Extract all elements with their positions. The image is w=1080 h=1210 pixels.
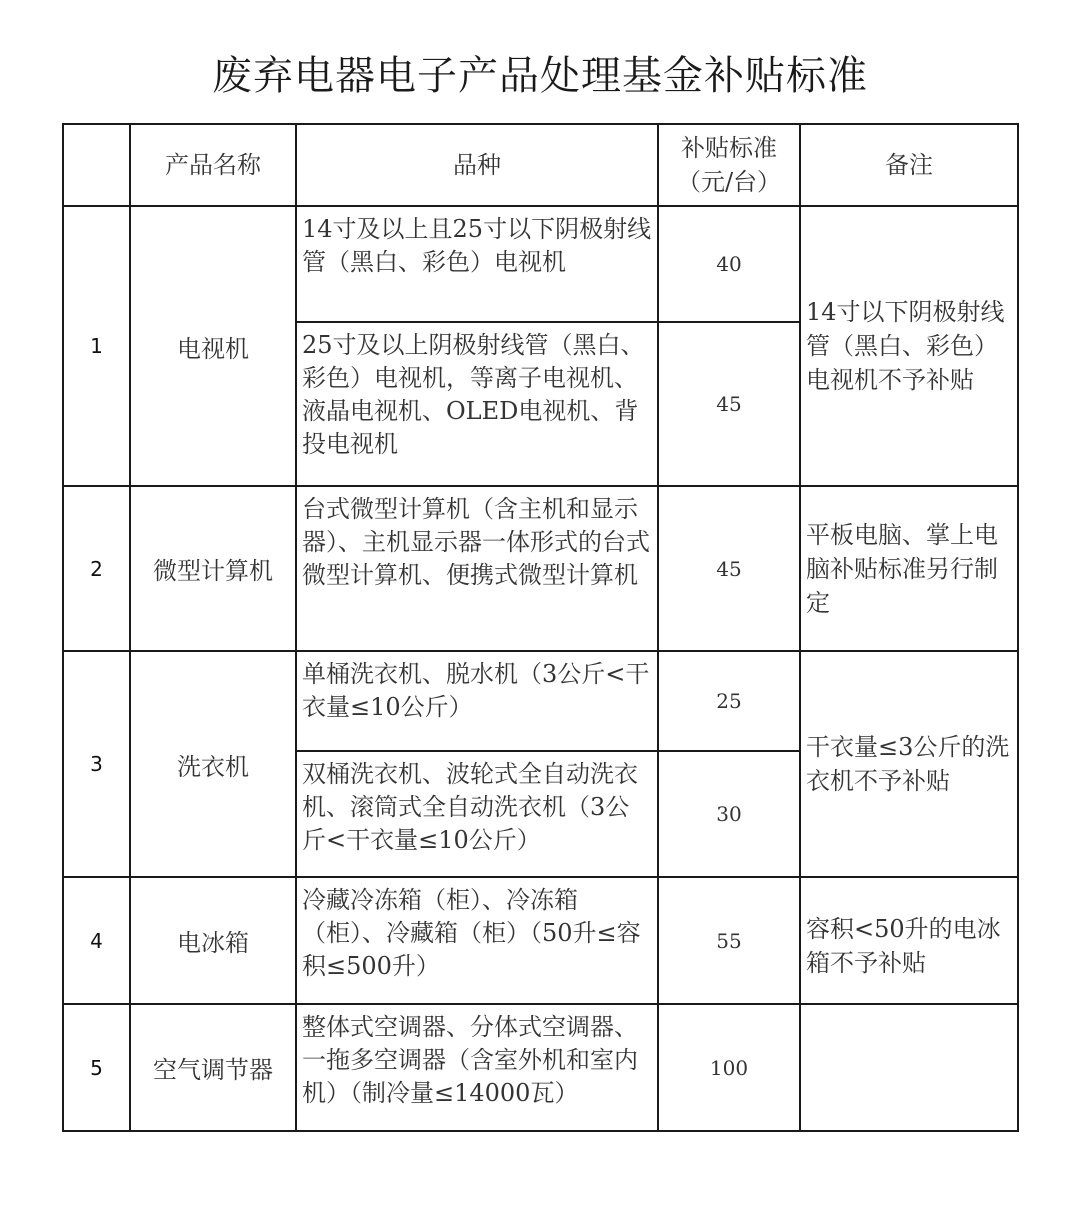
row-index: 1 xyxy=(63,206,130,486)
table-row xyxy=(63,206,1018,322)
table-header-row xyxy=(63,124,1018,206)
product-name: 空气调节器 xyxy=(130,1004,296,1131)
subsidy-amount: 40 xyxy=(658,206,800,322)
product-variety: 双桶洗衣机、波轮式全自动洗衣机、滚筒式全自动洗衣机（3公斤<干衣量≤10公斤） xyxy=(296,751,658,877)
row-index: 3 xyxy=(63,651,130,877)
table-row xyxy=(63,486,1018,651)
product-variety: 冷藏冷冻箱（柜）、冷冻箱（柜）、冷藏箱（柜）（50升≤容积≤500升） xyxy=(296,877,658,1004)
product-variety: 单桶洗衣机、脱水机（3公斤<干衣量≤10公斤） xyxy=(296,651,658,751)
product-variety: 整体式空调器、分体式空调器、一拖多空调器（含室外机和室内机）（制冷量≤14000瓦） xyxy=(296,1004,658,1131)
product-name: 电冰箱 xyxy=(130,877,296,1004)
subsidy-amount: 55 xyxy=(658,877,800,1004)
header-subsidy-standard-text: 补贴标准（元/台） xyxy=(676,134,782,196)
row-index: 5 xyxy=(63,1004,130,1131)
table-row xyxy=(63,651,1018,751)
row-note: 14寸以下阴极射线管（黑白、彩色）电视机不予补贴 xyxy=(800,206,1018,486)
product-variety: 14寸及以上且25寸以下阴极射线管（黑白、彩色）电视机 xyxy=(296,206,658,322)
header-product-name: 产品名称 xyxy=(130,124,296,206)
header-note: 备注 xyxy=(800,124,1018,206)
product-variety: 25寸及以上阴极射线管（黑白、彩色）电视机，等离子电视机、液晶电视机、OLED电视机、背投电视机 xyxy=(296,322,658,486)
row-note: 容积<50升的电冰箱不予补贴 xyxy=(800,877,1018,1004)
product-name: 洗衣机 xyxy=(130,651,296,877)
product-name: 微型计算机 xyxy=(130,486,296,651)
product-name: 电视机 xyxy=(130,206,296,486)
subsidy-amount: 25 xyxy=(658,651,800,751)
product-variety: 台式微型计算机（含主机和显示器）、主机显示器一体形式的台式微型计算机、便携式微型计算机 xyxy=(296,486,658,651)
row-index: 4 xyxy=(63,877,130,1004)
subsidy-table xyxy=(62,123,1019,1132)
row-index: 2 xyxy=(63,486,130,651)
subsidy-amount: 30 xyxy=(658,751,800,877)
page-title: 废弃电器电子产品处理基金补贴标准 xyxy=(212,53,868,99)
header-variety: 品种 xyxy=(296,124,658,206)
subsidy-amount: 45 xyxy=(658,322,800,486)
row-note xyxy=(800,1004,1018,1131)
subsidy-amount: 100 xyxy=(658,1004,800,1131)
row-note: 干衣量≤3公斤的洗衣机不予补贴 xyxy=(800,651,1018,877)
row-note: 平板电脑、掌上电脑补贴标准另行制定 xyxy=(800,486,1018,651)
subsidy-amount: 45 xyxy=(658,486,800,651)
table-row xyxy=(63,877,1018,1004)
table-row xyxy=(63,1004,1018,1131)
header-subsidy-standard xyxy=(658,124,800,206)
header-index xyxy=(63,124,130,206)
